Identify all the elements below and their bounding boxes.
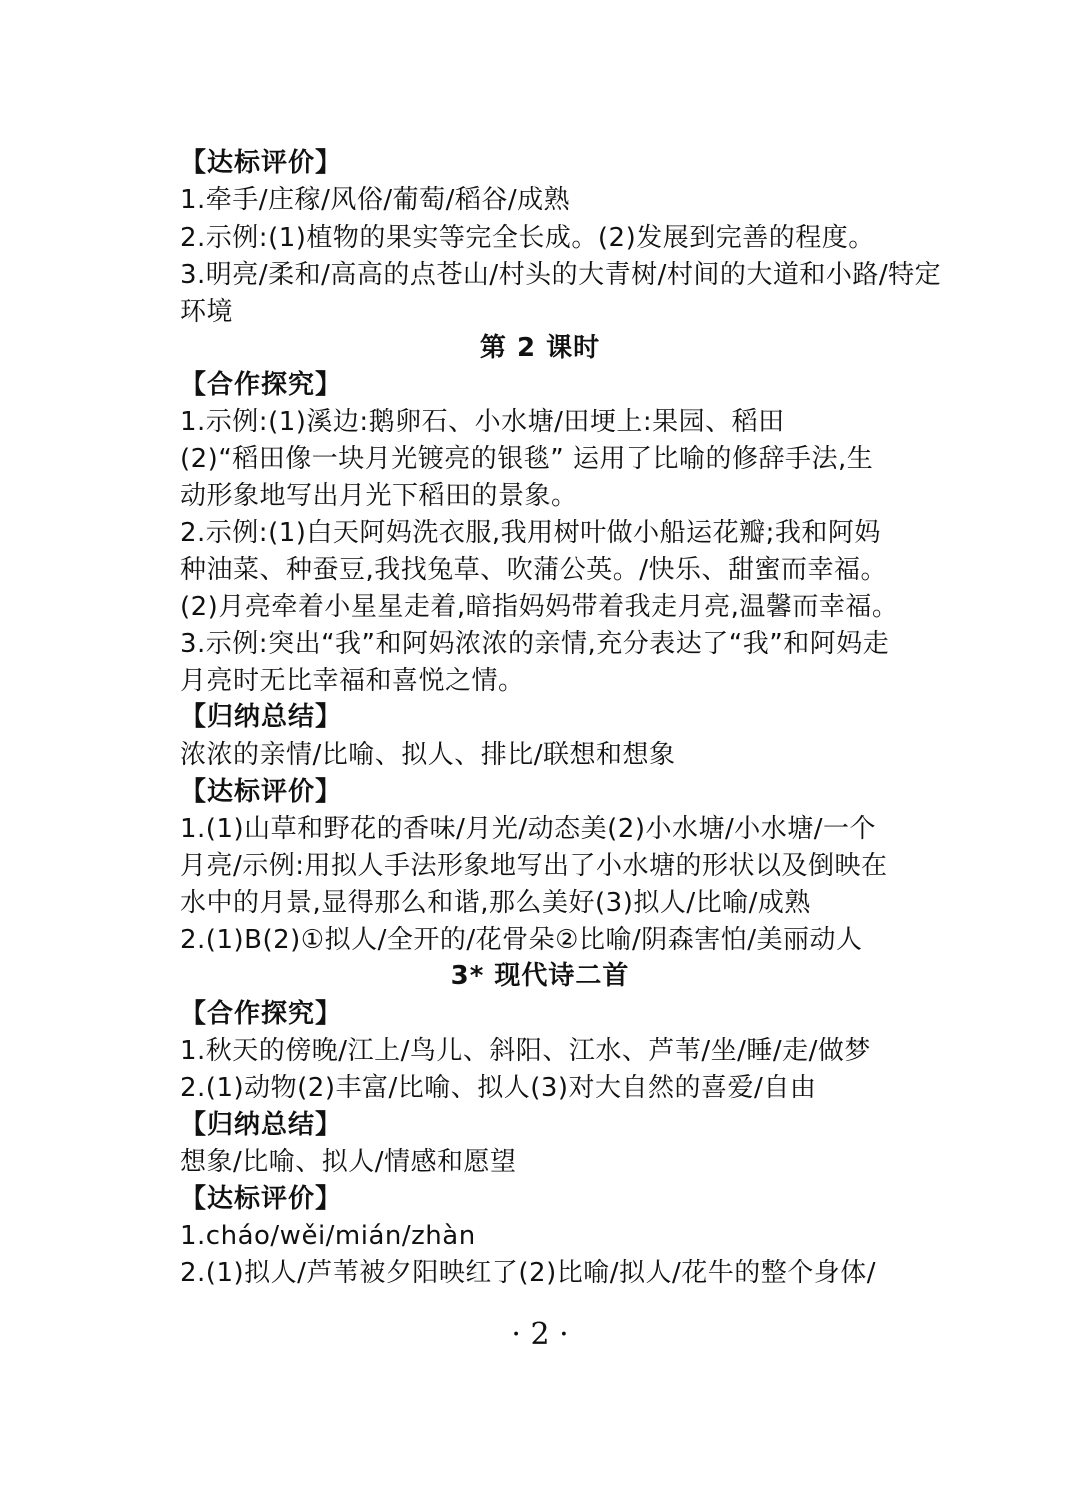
text-line: 1.(1)山草和野花的香味/月光/动态美(2)小水塘/小水塘/一个 [180, 814, 877, 844]
text-line: 水中的月景,显得那么和谐,那么美好(3)拟人/比喻/成熟 [180, 888, 811, 918]
text-line: (2)月亮牵着小星星走着,暗指妈妈带着我走月亮,温馨而幸福。 [180, 592, 899, 622]
text-line: 3.明亮/柔和/高高的点苍山/村头的大青树/村间的大道和小路/特定 [180, 260, 942, 290]
section-heading: 【合作探究】 [180, 999, 343, 1029]
lesson-title: 3* 现代诗二首 [450, 961, 630, 991]
text-line: 1.秋天的傍晚/江上/鸟儿、斜阳、江水、芦苇/坐/睡/走/做梦 [180, 1036, 871, 1066]
section-heading: 【达标评价】 [180, 1184, 343, 1214]
text-line: 动形象地写出月光下稻田的景象。 [180, 481, 578, 511]
text-line: 浓浓的亲情/比喻、拟人、排比/联想和想象 [180, 740, 676, 770]
text-line: 1.cháo/wěi/mián/zhàn [180, 1221, 476, 1251]
text-line: 环境 [180, 297, 234, 327]
text-line: 1.示例:(1)溪边:鹅卵石、小水塘/田埂上:果园、稻田 [180, 407, 785, 437]
text-line: 想象/比喻、拟人/情感和愿望 [180, 1147, 517, 1177]
section-heading: 【合作探究】 [180, 370, 343, 400]
text-line: (2)“稻田像一块月光镀亮的银毯” 运用了比喻的修辞手法,生 [180, 444, 874, 474]
text-line: 3.示例:突出“我”和阿妈浓浓的亲情,充分表达了“我”和阿妈走 [180, 629, 890, 659]
text-line: 2.(1)B(2)①拟人/全开的/花骨朵②比喻/阴森害怕/美丽动人 [180, 925, 863, 955]
page-number: · 2 · [511, 1317, 569, 1352]
section-heading: 【达标评价】 [180, 777, 343, 807]
text-line: 2.(1)拟人/芦苇被夕阳映红了(2)比喻/拟人/花牛的整个身体/ [180, 1258, 877, 1288]
text-line: 月亮时无比幸福和喜悦之情。 [180, 666, 525, 696]
text-line: 2.(1)动物(2)丰富/比喻、拟人(3)对大自然的喜爱/自由 [180, 1073, 817, 1103]
text-line: 1.牵手/庄稼/风俗/葡萄/稻谷/成熟 [180, 185, 571, 215]
text-line: 月亮/示例:用拟人手法形象地写出了小水塘的形状以及倒映在 [180, 851, 888, 881]
text-line: 2.示例:(1)植物的果实等完全长成。(2)发展到完善的程度。 [180, 223, 875, 253]
text-line: 种油菜、种蚕豆,我找兔草、吹蒲公英。/快乐、甜蜜而幸福。 [180, 555, 888, 585]
lesson-title: 第 2 课时 [479, 333, 601, 363]
section-heading: 【达标评价】 [180, 148, 343, 178]
text-line: 2.示例:(1)白天阿妈洗衣服,我用树叶做小船运花瓣;我和阿妈 [180, 518, 881, 548]
section-heading: 【归纳总结】 [180, 1110, 343, 1140]
section-heading: 【归纳总结】 [180, 702, 343, 732]
